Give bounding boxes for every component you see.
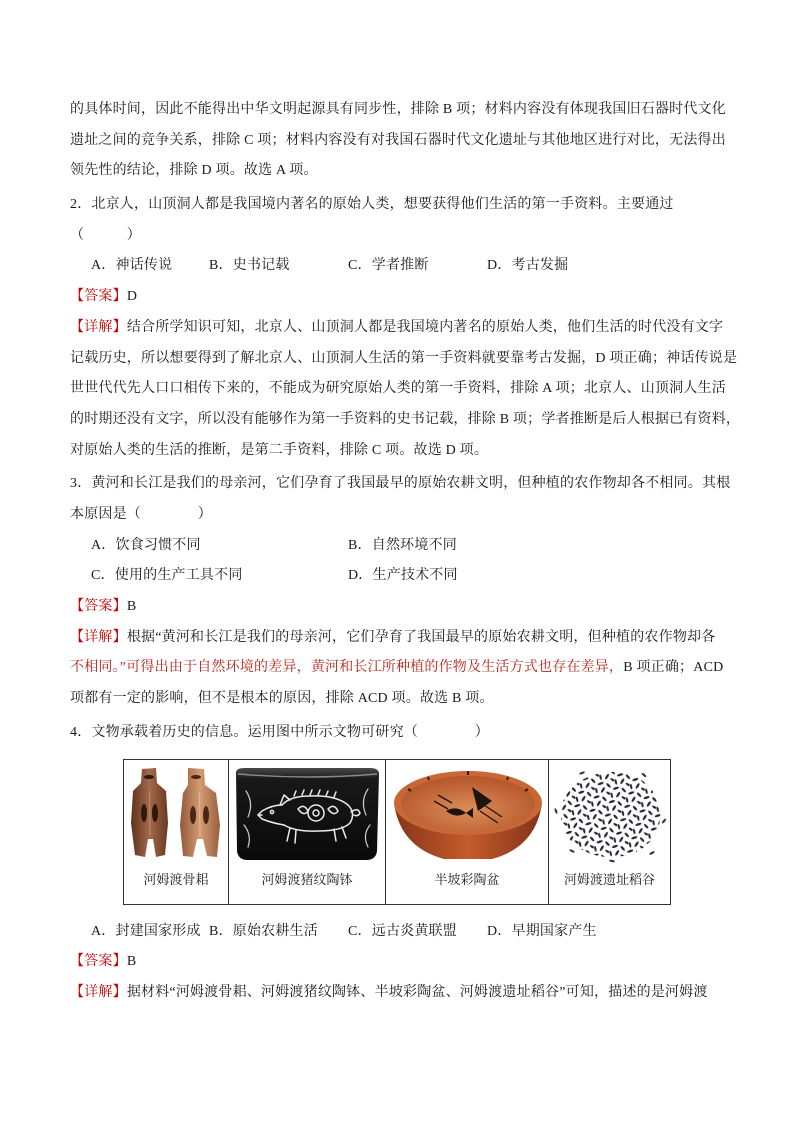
answer-label: 【答案】 [70, 954, 127, 970]
option-a: A．饮食习惯不同 [91, 537, 201, 553]
detail-highlight-text: 不相同。”可得出由于自然环境的差异，黄河和长江所种植的作物及生活方式也存在差异， [70, 660, 624, 676]
relic-cell [228, 760, 385, 904]
painted-pottery-basin-image [388, 765, 546, 863]
detail-line [70, 313, 730, 344]
prev-detail-line: 的具体时间，因此不能得出中华文明起源具有同步性，排除 B 项；材料内容没有体现我国旧石器时代文化 [70, 102, 726, 117]
document-body [70, 95, 741, 1009]
option-a: A．神话传说 [91, 258, 173, 274]
relic-cell [548, 760, 670, 904]
relic-cell [385, 760, 548, 904]
detail-line: 的时期还没有文字，所以没有能够作为第一手资料的史书记载，排除 B 项；学者推断是后人根据已有资料， [70, 411, 741, 427]
detail-text: 根据“黄河和长江是我们的母亲河，它们孕育了我国最早的原始农耕文明，但种植的农作物却各 [126, 629, 716, 645]
answer-line [70, 282, 730, 313]
answer-line [70, 947, 730, 978]
options-row [70, 251, 730, 282]
relic-caption: 河姆渡遗址稻谷 [563, 871, 655, 887]
detail-line [70, 653, 730, 684]
option-c: C．学者推断 [348, 258, 429, 274]
detail-label: 【详解】 [70, 319, 127, 335]
option-a: A．封建国家形成 [91, 923, 201, 939]
relic-caption: 河姆渡骨耜 [143, 871, 209, 887]
answer-line [70, 592, 730, 623]
question-3 [70, 469, 730, 715]
option-d: D．考古发掘 [487, 258, 569, 274]
option-c: C．远古炎黄联盟 [348, 923, 457, 939]
option-b: B．原始农耕生活 [209, 923, 318, 939]
answer-blank: （ ） [70, 227, 141, 243]
options-row [70, 561, 730, 592]
answer-label: 【答案】 [70, 599, 127, 614]
bone-spade-image [126, 765, 226, 863]
answer-value: B [126, 954, 137, 970]
answer-value: D [126, 289, 138, 305]
options-row [70, 917, 730, 948]
question-2 [70, 190, 741, 466]
question-4 [70, 718, 730, 1009]
option-b: B．史书记载 [209, 258, 290, 274]
detail-text: 结合所学知识可知，北京人、山顶洞人都是我国境内著名的原始人类，他们生活的时代没有文字 [126, 319, 724, 335]
detail-text: 据材料“河姆渡骨耜、河姆渡猪纹陶钵、半坡彩陶盆、河姆渡遗址稻谷”可知，描述的是河姆渡 [126, 984, 708, 1000]
question-stem: 4．文物承载着历史的信息。运用图中所示文物可研究（ ） [70, 724, 489, 740]
answer-label: 【答案】 [70, 289, 127, 305]
detail-text: B 项正确；ACD [623, 660, 724, 676]
prev-detail-line: 遗址之间的竞争关系，排除 C 项；材料内容没有对我国石器时代文化遗址与其他地区进行对比，无法得出 [70, 132, 726, 148]
option-d: D．生产技术不同 [348, 568, 458, 584]
question-stem: 2．北京人，山顶洞人都是我国境内著名的原始人类，想要获得他们生活的第一手资料。主要通过 [70, 197, 674, 213]
detail-line [70, 978, 730, 1009]
pig-pattern-pottery-image [232, 765, 382, 863]
prev-detail-line: 领先性的结论，排除 D 项。故选 A 项。 [70, 163, 318, 179]
option-b: B．自然环境不同 [348, 537, 457, 553]
relic-caption: 半坡彩陶盆 [434, 871, 500, 887]
relics-table [123, 759, 671, 905]
option-c: C．使用的生产工具不同 [91, 568, 243, 584]
relic-cell [124, 760, 228, 904]
detail-line: 世世代代先人口口相传下来的，不能成为研究原始人类的第一手资料，排除 A 项；北京人、山顶洞人生活 [70, 381, 726, 397]
rice-grains-image [552, 765, 668, 863]
detail-label: 【详解】 [70, 629, 127, 645]
detail-line [70, 623, 730, 654]
detail-label: 【详解】 [70, 984, 127, 1000]
detail-line: 记载历史，所以想要得到了解北京人、山顶洞人生活的第一手资料就要靠考古发掘，D 项正确；神话传说是 [70, 350, 738, 366]
detail-line: 对原始人类的生活的推断，是第二手资料，排除 C 项。故选 D 项。 [70, 442, 489, 458]
question-stem-cont: 本原因是（ ） [70, 506, 212, 522]
options-row [70, 531, 730, 562]
question-stem: 3．黄河和长江是我们的母亲河，它们孕育了我国最早的原始农耕文明，但种植的农作物却各不相同。其根 [70, 476, 731, 492]
answer-value: B [126, 599, 137, 614]
detail-line: 项都有一定的影响，但不是根本的原因，排除 ACD 项。故选 B 项。 [70, 691, 494, 707]
relic-caption: 河姆渡猪纹陶钵 [261, 871, 353, 887]
option-d: D．早期国家产生 [487, 923, 597, 939]
